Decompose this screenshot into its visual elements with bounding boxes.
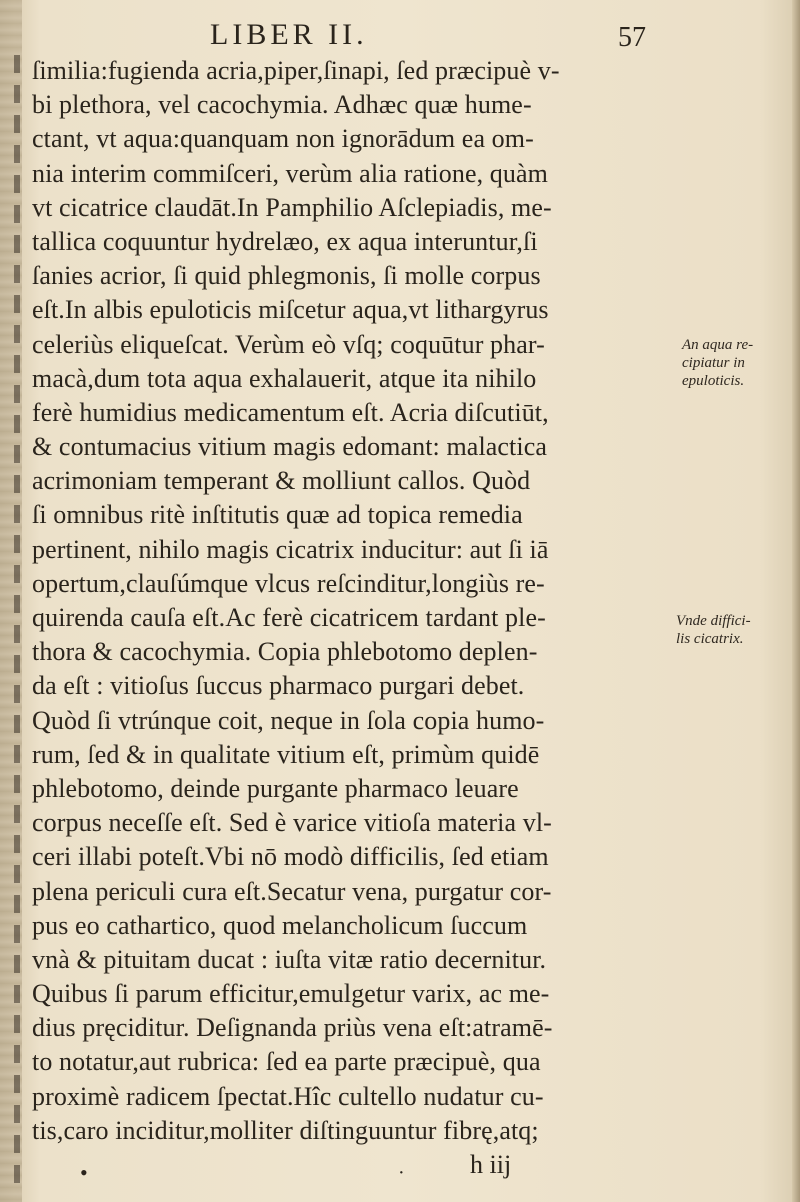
text-line: ſimilia:fugienda acria,piper,ſinapi, ſed præcipuè v- [32,56,560,85]
text-line: ceri illabi poteſt.Vbi nō modò difficilis, ſed etiam [32,842,549,872]
page-edge [792,0,800,1202]
margin-note-2 [676,612,751,648]
margin-note-line: An aqua re- [682,337,754,353]
text-line: & contumacius vitium magis edomant: malactica [32,432,547,462]
text-line: bi plethora, vel cacochymia. Adhæc quæ hume- [32,90,532,120]
text-line: macà,dum tota aqua exhalauerit, atque ita nihilo [32,363,537,393]
ink-dot: · [398,1162,405,1184]
text-line: nia interim commiſceri, verùm alia ratione, quàm [32,158,548,188]
text-line: vnà & pituitam ducat : iuſta vitæ ratio decernitur. [32,944,547,974]
body-text [32,54,672,1148]
binding-stitch-marks [14,55,20,1185]
text-line: opertum,clauſúmque vlcus reſcinditur,longiùs re- [32,568,545,598]
text-line: tis,caro inciditur,molliter diſtinguuntur fibrę,atq; [32,1115,539,1145]
text-line: plena periculi cura eſt.Secatur vena, purgatur cor- [32,876,552,906]
ink-dot: • [80,1160,88,1185]
text-line: ſanies acrior, ſi quid phlegmonis, ſi molle corpus [32,261,541,291]
text-line: thora & cacochymia. Copia phlebotomo deplen- [32,637,538,667]
text-line: phlebotomo, deinde purgante pharmaco leuare [32,773,519,803]
margin-note-line: Vnde diffici- [676,613,751,629]
margin-note-1 [682,336,753,390]
text-line: proximè radicem ſpectat.Hîc cultello nudatur cu- [32,1081,544,1111]
text-line: ſi omnibus ritè inſtitutis quæ ad topica remedia [32,500,523,530]
running-head: LIBER II. [210,18,368,51]
page-number: 57 [618,22,646,53]
text-line: Quibus ſi parum efficitur,emulgetur varix, ac me- [32,979,550,1009]
text-line: ctant, vt aqua:quanquam non ignorādum ea om- [32,124,534,154]
text-line: pertinent, nihilo magis cicatrix inducitur: aut ſi iā [32,534,549,564]
text-line: ferè humidius medicamentum eſt. Acria diſcutiūt, [32,397,549,427]
text-line: da eſt : vitioſus ſuccus pharmaco purgari debet. [32,671,525,701]
text-line: Quòd ſi vtrúnque coit, neque in ſola copia humo- [32,705,545,735]
text-line: eſt.In albis epuloticis miſcetur aqua,vt lithargyrus [32,295,549,325]
text-line: to notatur,aut rubrica: ſed ea parte præcipuè, qua [32,1047,541,1077]
text-line: dius pręciditur. Deſignanda priùs vena eſt:atramē- [32,1013,553,1043]
text-line: rum, ſed & in qualitate vitium eſt, primùm quidē [32,739,540,769]
margin-note-line: cipiatur in [682,355,745,371]
text-line: tallica coquuntur hydrelæo, ex aqua interuntur,ſi [32,226,538,256]
text-line: acrimoniam temperant & molliunt callos. Quòd [32,466,531,496]
text-line: pus eo cathartico, quod melancholicum ſuccum [32,910,528,940]
margin-note-line: lis cicatrix. [676,631,744,647]
text-line: corpus neceſſe eſt. Sed è varice vitioſa materia vl- [32,808,552,838]
signature-mark: h iij [470,1150,512,1179]
text-line: vt cicatrice claudāt.In Pamphilio Aſclepiadis, me- [32,192,552,222]
text-line: quirenda cauſa eſt.Ac ferè cicatricem tardant ple- [32,603,546,632]
margin-note-line: epuloticis. [682,373,745,389]
text-line: celeriùs eliqueſcat. Verùm eò vſq; coquūtur phar- [32,329,545,359]
